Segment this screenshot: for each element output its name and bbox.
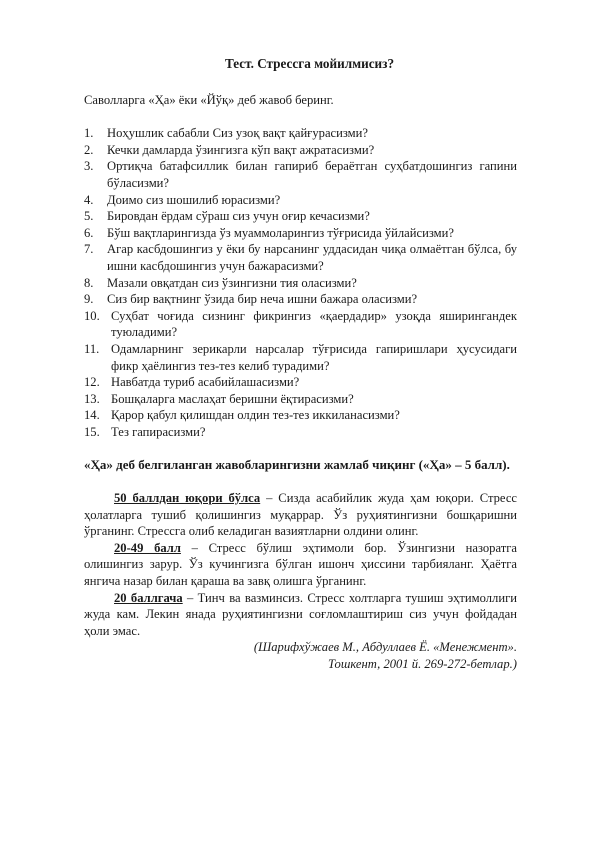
intro-text: Саволларга «Ҳа» ёки «Йўқ» деб жавоб беринг. xyxy=(84,92,334,107)
question-list xyxy=(84,125,517,440)
question-number: 7. xyxy=(84,242,94,257)
question-text: Қарор қабул қилишдан олдин тез-тез иккиланасизми? xyxy=(111,408,400,423)
list-item xyxy=(84,241,517,274)
question-number: 5. xyxy=(84,209,94,224)
question-number: 8. xyxy=(84,275,94,290)
question-text: Агар касбдошингиз у ёки бу нарсанинг уддасидан чиқа олмаётган бўлса, бу ишни касбдошингиз учун бажарасизми? xyxy=(107,242,517,273)
document-page xyxy=(84,56,517,673)
question-text: Ноҳушлик сабабли Сиз узоқ вақт қайғурасизми? xyxy=(107,126,368,141)
list-item xyxy=(84,192,517,209)
question-number: 2. xyxy=(84,142,94,157)
question-text: Кечки дамларда ўзингизга кўп вақт ажратасизми? xyxy=(107,142,375,157)
page-title: Тест. Стрессга мойилмисиз? xyxy=(224,56,395,71)
list-item xyxy=(84,158,517,191)
list-item xyxy=(84,424,517,441)
question-number: 10. xyxy=(84,308,100,323)
question-number: 13. xyxy=(84,391,100,406)
scoring-instruction: «Ҳа» деб белгиланган жавобларингизни жамлаб чиқинг («Ҳа» – 5 балл). xyxy=(84,457,510,473)
score-range: 20 баллгача xyxy=(114,590,183,605)
question-text: Одамларнинг зерикарли нарсалар тўғрисида гапиришлари ҳусусидаги фикр ҳаёлингиз тез-тез келиб турадими? xyxy=(111,341,517,373)
question-number: 15. xyxy=(84,424,100,439)
list-item xyxy=(84,125,517,142)
question-number: 11. xyxy=(84,341,100,356)
question-text: Бировдан ёрдам сўраш сиз учун оғир кечасизми? xyxy=(107,209,370,224)
question-text: Бўш вақтларингизда ўз муаммоларингиз тўғрисида ўйлайсизми? xyxy=(107,225,454,240)
list-item xyxy=(84,208,517,225)
score-range: 50 баллдан юқори бўлса xyxy=(114,491,261,506)
list-item xyxy=(84,391,517,408)
list-item xyxy=(84,142,517,159)
results-section xyxy=(84,490,517,639)
result-text: – Тинч ва вазминсиз. Стресс холтларга тушиш эҳтимоллиги жуда кам. Лекин янада руҳиятингизни соғломлаштириш сиз учун фойдадан ҳоли эмас. xyxy=(84,590,517,638)
result-text: – Сизда асабийлик жуда ҳам юқори. Стресс ҳолатларга тушиб қолишингиз муқаррар. Ўз руҳиятингизни бошқаришни ўрганинг. Стрессга олиб келадиган вазиятларни олдини олинг. xyxy=(84,491,517,539)
question-number: 6. xyxy=(84,225,94,240)
question-text: Бошқаларга маслаҳат беришни ёқтирасизми? xyxy=(111,391,354,406)
question-number: 9. xyxy=(84,292,94,307)
source-citation xyxy=(84,639,517,672)
question-number: 14. xyxy=(84,408,100,423)
list-item xyxy=(84,308,517,341)
score-range: 20-49 балл xyxy=(114,540,181,555)
result-paragraph xyxy=(84,540,517,590)
result-paragraph xyxy=(84,490,517,540)
question-text: Мазали овқатдан сиз ўзингизни тия оласизми? xyxy=(107,275,357,290)
list-item xyxy=(84,374,517,391)
question-text: Ортиқча батафсиллик билан гапириб бераётган суҳбатдошингиз гапини бўласизми? xyxy=(107,159,517,190)
question-text: Суҳбат чоғида сизнинг фикрингиз «қаердадир» узоқда яширингандек туюладими? xyxy=(111,308,517,340)
source-line: Тошкент, 2001 й. 269-272-бетлар.) xyxy=(327,657,517,671)
list-item xyxy=(84,341,517,374)
result-text: – Стресс бўлиш эҳтимоли бор. Ўзингизни назоратга олишингиз зарур. Ўз кучингизга бўлган ишонч ҳиссини тарбияланг. Ҳаётга янгича назар билан қараша ва завқ олишга ўрганинг. xyxy=(84,540,517,589)
question-number: 3. xyxy=(84,159,94,174)
question-text: Тез гапирасизми? xyxy=(111,424,206,439)
list-item xyxy=(84,275,517,292)
question-number: 4. xyxy=(84,192,94,207)
question-number: 12. xyxy=(84,375,100,390)
list-item xyxy=(84,291,517,308)
question-text: Сиз бир вақтнинг ўзида бир неча ишни бажара оласизми? xyxy=(107,292,418,307)
question-number: 1. xyxy=(84,126,94,141)
list-item xyxy=(84,407,517,424)
question-text: Доимо сиз шошилиб юрасизми? xyxy=(107,192,281,207)
list-item xyxy=(84,225,517,242)
question-text: Навбатда туриб асабийлашасизми? xyxy=(111,375,300,390)
result-paragraph xyxy=(84,590,517,640)
source-line: (Шарифхўжаев М., Абдуллаев Ё. «Менежмент». xyxy=(253,640,517,655)
